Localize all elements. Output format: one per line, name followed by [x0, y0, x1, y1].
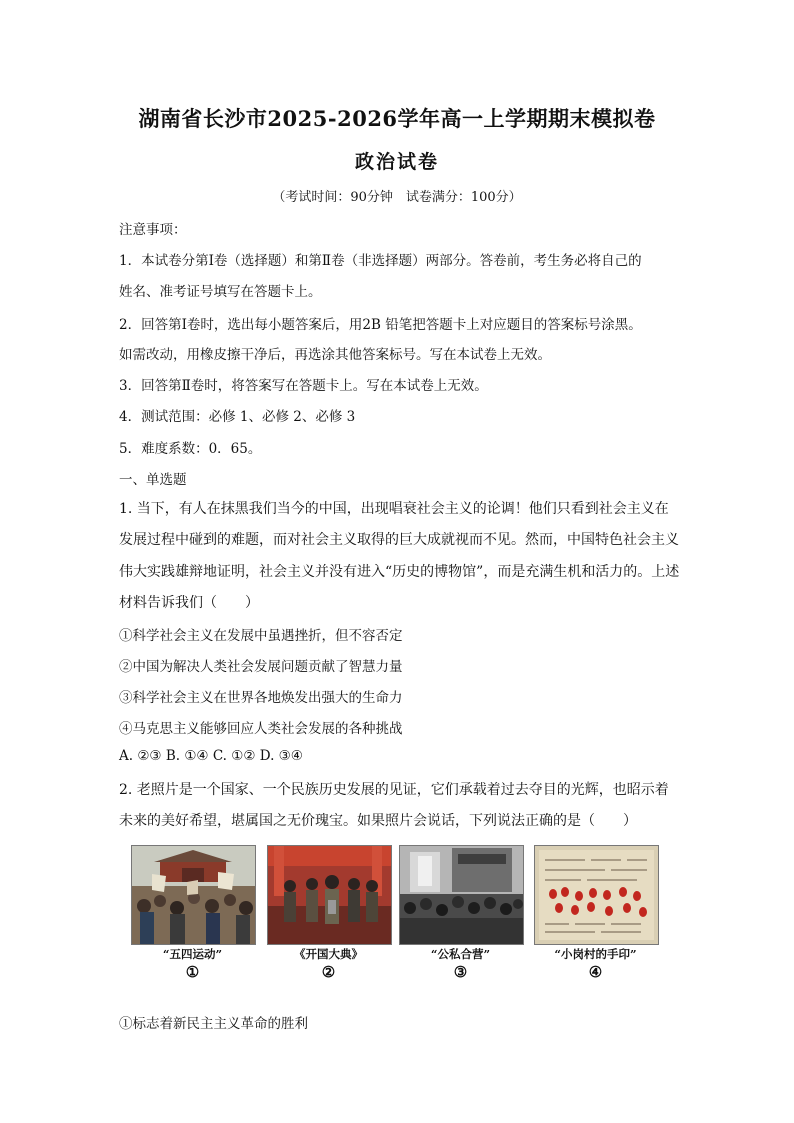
photo-caption: “小岗村的手印” [554, 947, 637, 961]
exam-subject: 政治试卷 [354, 151, 439, 173]
q2-stem-line: 2. 老照片是一个国家、一个民族历史发展的见证，它们承载着过去夺目的光辉，也昭示着 [119, 782, 669, 798]
photo-caption: “五四运动” [162, 947, 223, 961]
q1-stem-line: 伟大实践雄辩地证明，社会主义并没有进入“历史的博物馆”，而是充满生机和活力的。上述 [119, 564, 680, 580]
handprint-document-photo [534, 845, 659, 945]
founding-ceremony-photo [267, 845, 392, 945]
photo-number: ③ [453, 963, 468, 981]
note-line: 4．测试范围：必修 1、必修 2、必修 3 [119, 409, 356, 425]
may-fourth-photo [131, 845, 256, 945]
q1-stem-line: 材料告诉我们（ ） [119, 595, 259, 611]
note-line: 3．回答第Ⅱ卷时，将答案写在答题卡上。写在本试卷上无效。 [119, 378, 488, 394]
photo-number: ④ [588, 963, 603, 981]
note-line: 如需改动，用橡皮擦干净后，再选涂其他答案标号。写在本试卷上无效。 [119, 347, 551, 363]
q1-option: ①科学社会主义在发展中虽遇挫折，但不容否定 [119, 628, 403, 644]
section-heading: 一、单选题 [119, 472, 187, 488]
photo-caption: “公私合营” [430, 947, 491, 961]
public-private-photo [399, 845, 524, 945]
note-line: 姓名、准考证号填写在答题卡上。 [119, 284, 322, 300]
photo-number: ② [321, 963, 336, 981]
notes-heading: 注意事项： [119, 222, 187, 238]
photo-caption: 《开国大典》 [294, 947, 363, 961]
q2-stem-line: 未来的美好希望，堪属国之无价瑰宝。如果照片会说话，下列说法正确的是（ ） [119, 813, 637, 829]
q1-option: ②中国为解决人类社会发展问题贡献了智慧力量 [119, 659, 403, 675]
photo-number: ① [185, 963, 200, 981]
note-line: 5．难度系数：0．65。 [119, 441, 262, 457]
q2-option: ①标志着新民主主义革命的胜利 [119, 1016, 308, 1032]
q1-stem-line: 发展过程中碰到的难题，而对社会主义取得的巨大成就视而不见。然而，中国特色社会主义 [119, 532, 679, 548]
exam-info: （考试时间：90分钟 试卷满分：100分） [272, 190, 522, 205]
photo-row [131, 845, 661, 990]
note-line: 2．回答第Ⅰ卷时，选出每小题答案后，用2B 铅笔把答题卡上对应题目的答案标号涂黑。 [119, 317, 642, 333]
q1-answers: A. ②③ B. ①④ C. ①② D. ③④ [119, 748, 303, 764]
note-line: 1．本试卷分第Ⅰ卷（选择题）和第Ⅱ卷（非选择题）两部分。答卷前，考生务必将自己的 [119, 253, 642, 269]
q1-stem-line: 1. 当下，有人在抹黑我们当今的中国，出现唱衰社会主义的论调！他们只看到社会主义在 [119, 501, 669, 517]
q1-option: ③科学社会主义在世界各地焕发出强大的生命力 [119, 690, 403, 706]
q1-option: ④马克思主义能够回应人类社会发展的各种挑战 [119, 721, 403, 737]
page-title: 湖南省长沙市2025-2026学年高一上学期期末模拟卷 [138, 106, 656, 131]
